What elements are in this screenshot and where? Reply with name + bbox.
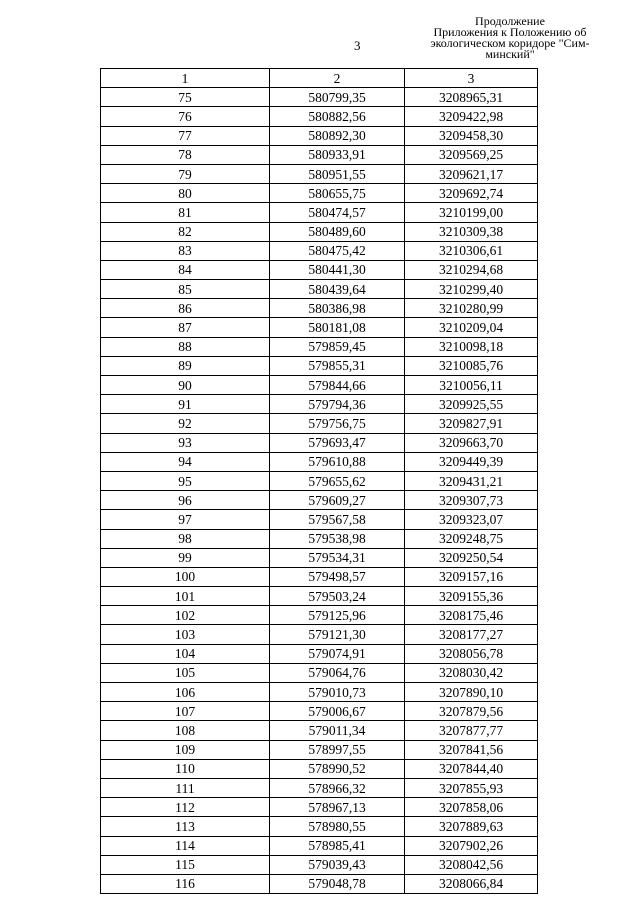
y-coordinate-cell: 3209621,17	[405, 164, 538, 183]
header-line: Продолжение	[475, 14, 545, 28]
point-number-cell: 94	[101, 452, 270, 471]
column-header: 3	[405, 69, 538, 88]
y-coordinate-cell: 3207889,63	[405, 817, 538, 836]
x-coordinate-cell: 580441,30	[270, 260, 405, 279]
point-number-cell: 110	[101, 759, 270, 778]
point-number-cell: 93	[101, 433, 270, 452]
y-coordinate-cell: 3207890,10	[405, 683, 538, 702]
y-coordinate-cell: 3209458,30	[405, 126, 538, 145]
x-coordinate-cell: 580892,30	[270, 126, 405, 145]
point-number-cell: 77	[101, 126, 270, 145]
point-number-cell: 111	[101, 778, 270, 797]
x-coordinate-cell: 579125,96	[270, 606, 405, 625]
y-coordinate-cell: 3210209,04	[405, 318, 538, 337]
table-row	[101, 836, 538, 855]
y-coordinate-cell: 3209663,70	[405, 433, 538, 452]
point-number-cell: 107	[101, 702, 270, 721]
point-number-cell: 102	[101, 606, 270, 625]
table-row	[101, 874, 538, 893]
point-number-cell: 91	[101, 395, 270, 414]
y-coordinate-cell: 3208177,27	[405, 625, 538, 644]
y-coordinate-cell: 3210085,76	[405, 356, 538, 375]
coordinates-table	[100, 68, 538, 894]
x-coordinate-cell: 579498,57	[270, 567, 405, 586]
y-coordinate-cell: 3209155,36	[405, 587, 538, 606]
x-coordinate-cell: 580882,56	[270, 107, 405, 126]
y-coordinate-cell: 3208965,31	[405, 88, 538, 107]
point-number-cell: 115	[101, 855, 270, 874]
y-coordinate-cell: 3209925,55	[405, 395, 538, 414]
point-number-cell: 98	[101, 529, 270, 548]
point-number-cell: 82	[101, 222, 270, 241]
table-row	[101, 702, 538, 721]
y-coordinate-cell: 3209323,07	[405, 510, 538, 529]
table-row	[101, 491, 538, 510]
x-coordinate-cell: 580439,64	[270, 280, 405, 299]
y-coordinate-cell: 3208175,46	[405, 606, 538, 625]
y-coordinate-cell: 3208056,78	[405, 644, 538, 663]
x-coordinate-cell: 578967,13	[270, 798, 405, 817]
x-coordinate-cell: 579121,30	[270, 625, 405, 644]
table-row	[101, 433, 538, 452]
point-number-cell: 80	[101, 184, 270, 203]
point-number-cell: 99	[101, 548, 270, 567]
header-line: Приложения к Положению об	[433, 25, 587, 39]
table-row	[101, 625, 538, 644]
x-coordinate-cell: 579756,75	[270, 414, 405, 433]
point-number-cell: 78	[101, 145, 270, 164]
y-coordinate-cell: 3209248,75	[405, 529, 538, 548]
point-number-cell: 87	[101, 318, 270, 337]
y-coordinate-cell: 3210098,18	[405, 337, 538, 356]
table-row	[101, 164, 538, 183]
point-number-cell: 105	[101, 663, 270, 682]
column-header: 1	[101, 69, 270, 88]
header-note	[420, 16, 600, 60]
point-number-cell: 96	[101, 491, 270, 510]
table-row	[101, 683, 538, 702]
y-coordinate-cell: 3210280,99	[405, 299, 538, 318]
table-row	[101, 663, 538, 682]
point-number-cell: 92	[101, 414, 270, 433]
x-coordinate-cell: 580475,42	[270, 241, 405, 260]
point-number-cell: 114	[101, 836, 270, 855]
point-number-cell: 84	[101, 260, 270, 279]
x-coordinate-cell: 579011,34	[270, 721, 405, 740]
point-number-cell: 83	[101, 241, 270, 260]
y-coordinate-cell: 3209431,21	[405, 471, 538, 490]
x-coordinate-cell: 578997,55	[270, 740, 405, 759]
table-row	[101, 606, 538, 625]
point-number-cell: 113	[101, 817, 270, 836]
point-number-cell: 97	[101, 510, 270, 529]
point-number-cell: 109	[101, 740, 270, 759]
x-coordinate-cell: 579534,31	[270, 548, 405, 567]
table-row	[101, 337, 538, 356]
table-row	[101, 798, 538, 817]
y-coordinate-cell: 3210306,61	[405, 241, 538, 260]
table-row	[101, 721, 538, 740]
point-number-cell: 89	[101, 356, 270, 375]
table-row	[101, 587, 538, 606]
point-number-cell: 106	[101, 683, 270, 702]
y-coordinate-cell: 3210199,00	[405, 203, 538, 222]
table-row	[101, 855, 538, 874]
x-coordinate-cell: 579503,24	[270, 587, 405, 606]
point-number-cell: 76	[101, 107, 270, 126]
table-row	[101, 759, 538, 778]
table-row	[101, 471, 538, 490]
point-number-cell: 101	[101, 587, 270, 606]
table-row	[101, 126, 538, 145]
point-number-cell: 108	[101, 721, 270, 740]
x-coordinate-cell: 578985,41	[270, 836, 405, 855]
x-coordinate-cell: 579064,76	[270, 663, 405, 682]
table-row	[101, 299, 538, 318]
y-coordinate-cell: 3209827,91	[405, 414, 538, 433]
point-number-cell: 103	[101, 625, 270, 644]
y-coordinate-cell: 3207879,56	[405, 702, 538, 721]
point-number-cell: 116	[101, 874, 270, 893]
x-coordinate-cell: 579074,91	[270, 644, 405, 663]
x-coordinate-cell: 580474,57	[270, 203, 405, 222]
x-coordinate-cell: 579693,47	[270, 433, 405, 452]
y-coordinate-cell: 3209157,16	[405, 567, 538, 586]
table-row	[101, 414, 538, 433]
table-row	[101, 318, 538, 337]
header-line: минский"	[485, 47, 535, 61]
x-coordinate-cell: 580951,55	[270, 164, 405, 183]
point-number-cell: 75	[101, 88, 270, 107]
point-number-cell: 79	[101, 164, 270, 183]
table-row	[101, 222, 538, 241]
x-coordinate-cell: 578980,55	[270, 817, 405, 836]
table-row	[101, 452, 538, 471]
y-coordinate-cell: 3209449,39	[405, 452, 538, 471]
table-row	[101, 107, 538, 126]
x-coordinate-cell: 580933,91	[270, 145, 405, 164]
table-row	[101, 567, 538, 586]
y-coordinate-cell: 3208066,84	[405, 874, 538, 893]
table-row	[101, 548, 538, 567]
table-row	[101, 778, 538, 797]
x-coordinate-cell: 580489,60	[270, 222, 405, 241]
table-row	[101, 644, 538, 663]
x-coordinate-cell: 579844,66	[270, 376, 405, 395]
table-row	[101, 203, 538, 222]
table-row	[101, 145, 538, 164]
table-row	[101, 184, 538, 203]
x-coordinate-cell: 579010,73	[270, 683, 405, 702]
x-coordinate-cell: 580386,98	[270, 299, 405, 318]
x-coordinate-cell: 578966,32	[270, 778, 405, 797]
x-coordinate-cell: 579794,36	[270, 395, 405, 414]
x-coordinate-cell: 579567,58	[270, 510, 405, 529]
x-coordinate-cell: 579610,88	[270, 452, 405, 471]
page-number: 3	[354, 38, 361, 53]
x-coordinate-cell: 579048,78	[270, 874, 405, 893]
y-coordinate-cell: 3209307,73	[405, 491, 538, 510]
y-coordinate-cell: 3209250,54	[405, 548, 538, 567]
y-coordinate-cell: 3209692,74	[405, 184, 538, 203]
y-coordinate-cell: 3208042,56	[405, 855, 538, 874]
point-number-cell: 95	[101, 471, 270, 490]
table-row	[101, 241, 538, 260]
x-coordinate-cell: 580799,35	[270, 88, 405, 107]
column-header: 2	[270, 69, 405, 88]
point-number-cell: 88	[101, 337, 270, 356]
table-row	[101, 740, 538, 759]
y-coordinate-cell: 3207841,56	[405, 740, 538, 759]
point-number-cell: 112	[101, 798, 270, 817]
y-coordinate-cell: 3207877,77	[405, 721, 538, 740]
table-row	[101, 376, 538, 395]
y-coordinate-cell: 3207855,93	[405, 778, 538, 797]
table-row	[101, 88, 538, 107]
x-coordinate-cell: 579039,43	[270, 855, 405, 874]
x-coordinate-cell: 579859,45	[270, 337, 405, 356]
table-row	[101, 395, 538, 414]
y-coordinate-cell: 3207858,06	[405, 798, 538, 817]
point-number-cell: 81	[101, 203, 270, 222]
table-header-row	[101, 69, 538, 88]
table-row	[101, 529, 538, 548]
table-row	[101, 510, 538, 529]
header-line: экологическом коридоре "Сим-	[430, 36, 590, 50]
point-number-cell: 100	[101, 567, 270, 586]
y-coordinate-cell: 3210294,68	[405, 260, 538, 279]
table-row	[101, 260, 538, 279]
y-coordinate-cell: 3208030,42	[405, 663, 538, 682]
y-coordinate-cell: 3209569,25	[405, 145, 538, 164]
table-row	[101, 817, 538, 836]
y-coordinate-cell: 3210299,40	[405, 280, 538, 299]
x-coordinate-cell: 579609,27	[270, 491, 405, 510]
x-coordinate-cell: 579855,31	[270, 356, 405, 375]
point-number-cell: 104	[101, 644, 270, 663]
x-coordinate-cell: 579655,62	[270, 471, 405, 490]
y-coordinate-cell: 3210056,11	[405, 376, 538, 395]
point-number-cell: 90	[101, 376, 270, 395]
y-coordinate-cell: 3207844,40	[405, 759, 538, 778]
y-coordinate-cell: 3207902,26	[405, 836, 538, 855]
y-coordinate-cell: 3210309,38	[405, 222, 538, 241]
x-coordinate-cell: 579006,67	[270, 702, 405, 721]
table-body	[101, 88, 538, 894]
point-number-cell: 86	[101, 299, 270, 318]
x-coordinate-cell: 580655,75	[270, 184, 405, 203]
y-coordinate-cell: 3209422,98	[405, 107, 538, 126]
table-row	[101, 356, 538, 375]
x-coordinate-cell: 578990,52	[270, 759, 405, 778]
x-coordinate-cell: 580181,08	[270, 318, 405, 337]
point-number-cell: 85	[101, 280, 270, 299]
table-row	[101, 280, 538, 299]
x-coordinate-cell: 579538,98	[270, 529, 405, 548]
